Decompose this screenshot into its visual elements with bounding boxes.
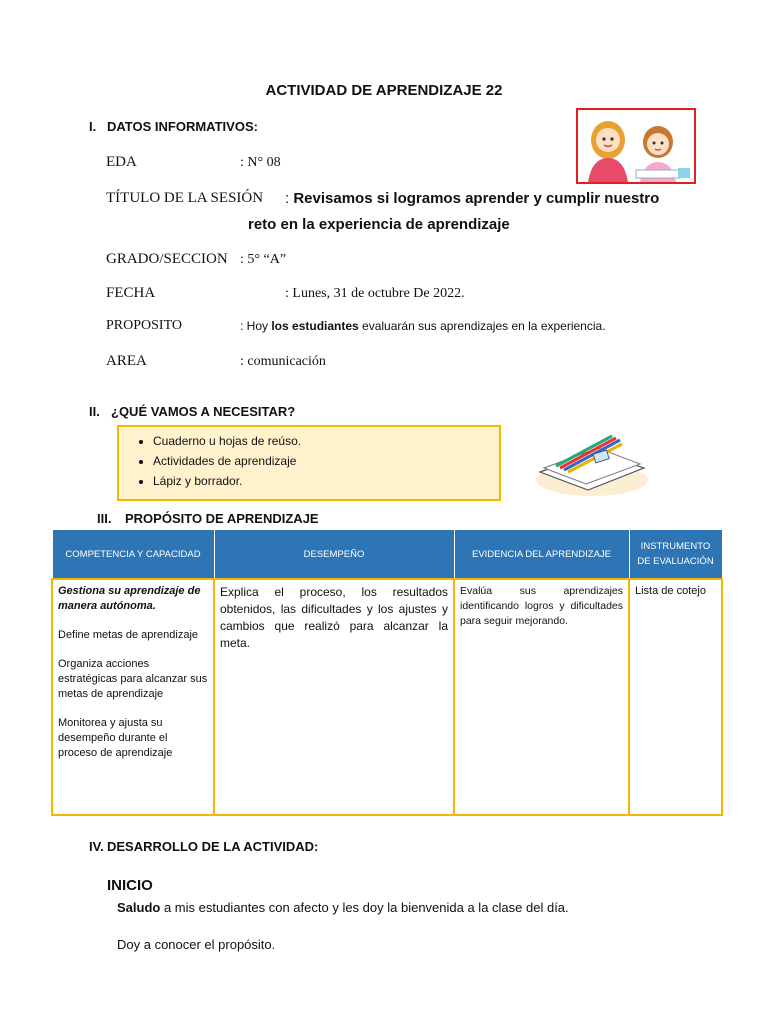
section-4-heading: DESARROLLO DE LA ACTIVIDAD:: [107, 839, 319, 854]
capacidad-2: Organiza acciones estratégicas para alcanzar sus metas de aprendizaje: [58, 658, 208, 700]
grado-value: : 5° “A”: [240, 252, 287, 267]
list-item: • Cuaderno u hojas de reúso.: [153, 431, 499, 451]
capacidad-1: Define metas de aprendizaje: [58, 629, 199, 641]
header-competencia: COMPETENCIA Y CAPACIDAD: [52, 530, 214, 580]
titulo-label: TÍTULO DE LA SESIÓN: [106, 190, 264, 206]
titulo-line1: Revisamos si logramos aprender y cumplir nuestro: [293, 190, 660, 207]
fecha-label: FECHA: [106, 285, 156, 301]
table-header-row: [52, 530, 722, 580]
proposito-post: evaluarán sus aprendizajes en la experiencia.: [358, 319, 606, 333]
section-1-number: I.: [89, 119, 97, 134]
saludo-rest: a mis estudiantes con afecto y les doy la bienvenida a la clase del día.: [160, 900, 569, 915]
section-1-heading: DATOS INFORMATIVOS:: [107, 119, 258, 134]
inicio-paragraph-1: [117, 900, 569, 915]
header-desempeno: DESEMPEÑO: [214, 530, 454, 580]
saludo-bold: Saludo: [117, 900, 161, 915]
grado-label: GRADO/SECCION: [106, 251, 228, 267]
inicio-heading: INICIO: [107, 877, 153, 894]
cell-instrumento: Lista de cotejo: [629, 579, 722, 815]
area-label: AREA: [106, 353, 147, 369]
proposito-label: PROPOSITO: [106, 318, 182, 333]
eda-label: EDA: [106, 154, 137, 170]
section-2-heading: ¿QUÉ VAMOS A NECESITAR?: [111, 404, 296, 419]
header-evidencia: EVIDENCIA DEL APRENDIZAJE: [454, 530, 629, 580]
header-instrumento: INSTRUMENTO DE EVALUACIÓN: [629, 530, 722, 580]
cell-competencia: [52, 579, 214, 815]
table-row: [52, 579, 722, 815]
proposito-pre: : Hoy: [240, 319, 272, 333]
section-3-number: III.: [97, 511, 112, 526]
cell-desempeno: Explica el proceso, los resultados obtenidos, las dificultades y los ajustes y cambios que realizó para alcanzar la meta.: [214, 579, 454, 815]
eda-value: : N° 08: [240, 155, 281, 170]
cell-evidencia: Evalúa sus aprendizajes identificando logros y dificultades para seguir mejorando.: [454, 579, 629, 815]
proposito-bold: los estudiantes: [271, 319, 359, 333]
materials-list: [119, 427, 499, 491]
titulo-colon: :: [285, 190, 290, 207]
fecha-value: : Lunes, 31 de octubre De 2022.: [285, 286, 465, 301]
page-title: ACTIVIDAD DE APRENDIZAJE 22: [265, 82, 503, 99]
teacher-child-illustration: [576, 108, 696, 184]
list-item: • Actividades de aprendizaje: [153, 451, 499, 471]
area-value: : comunicación: [240, 354, 326, 369]
notebook-pencils-illustration: [526, 422, 658, 502]
list-item: • Lápiz y borrador.: [153, 471, 499, 491]
proposito-value: [240, 319, 606, 333]
section-4-number: IV.: [89, 839, 104, 854]
capacidad-3: Monitorea y ajusta su desempeño durante el proceso de aprendizaje: [58, 717, 173, 759]
purpose-table: [51, 529, 723, 816]
inicio-paragraph-2: Doy a conocer el propósito.: [117, 937, 276, 952]
materials-box: [117, 425, 501, 501]
section-3-heading: PROPÓSITO DE APRENDIZAJE: [125, 511, 319, 526]
section-2-number: II.: [89, 404, 100, 419]
titulo-line2: reto en la experiencia de aprendizaje: [248, 216, 510, 233]
competencia-text: Gestiona su aprendizaje de manera autónoma.: [58, 585, 201, 612]
